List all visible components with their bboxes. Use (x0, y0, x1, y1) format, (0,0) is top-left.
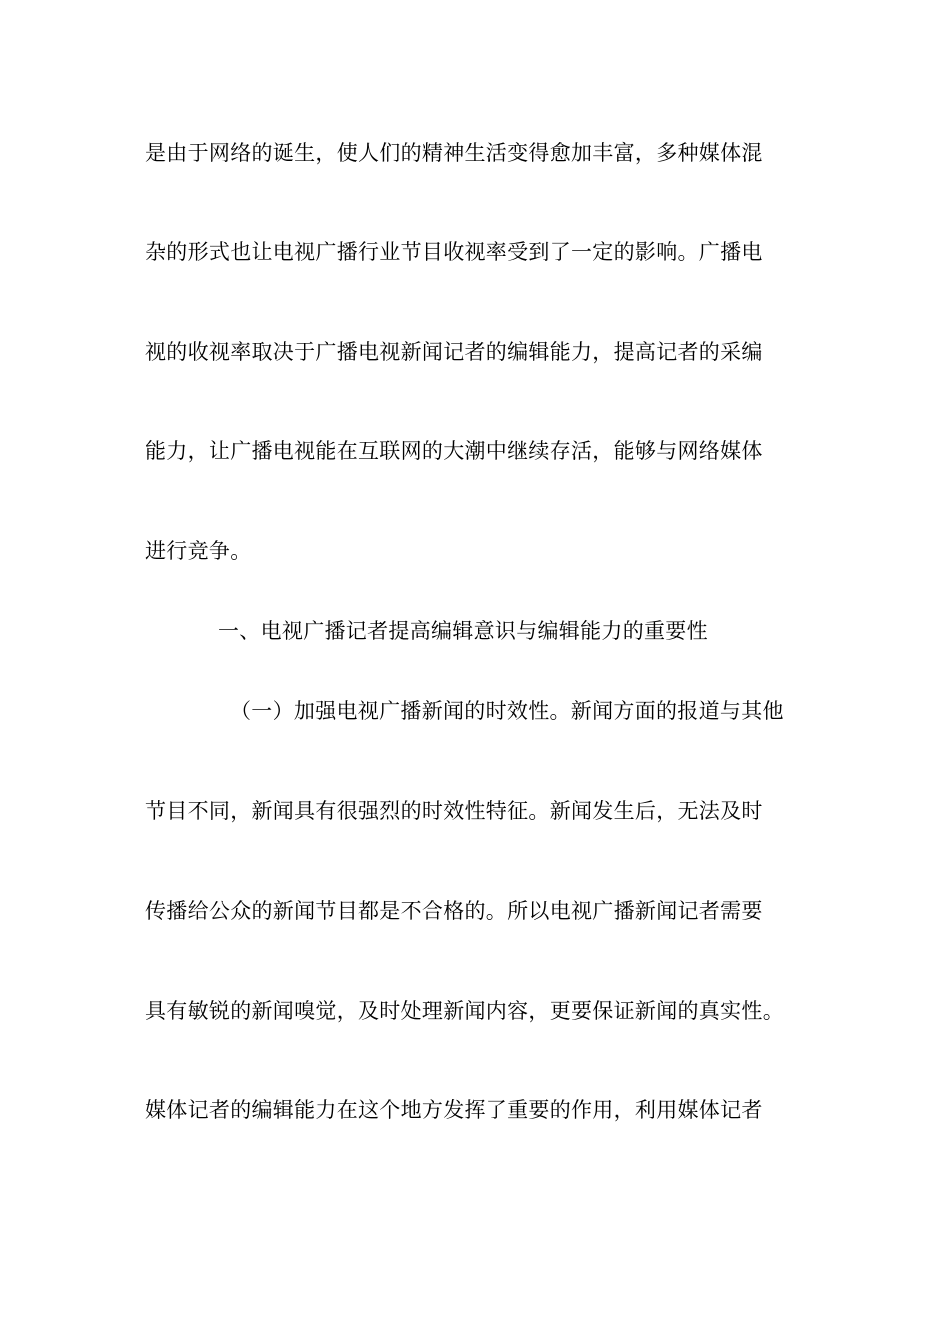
body-text-line: 能力，让广播电视能在互联网的大潮中继续存活，能够与网络媒体 (145, 439, 763, 463)
body-text-line: 是由于网络的诞生，使人们的精神生活变得愈加丰富，多种媒体混 (145, 141, 763, 165)
body-text-line: 视的收视率取决于广播电视新闻记者的编辑能力，提高记者的采编 (145, 340, 763, 364)
body-text-line: （一）加强电视广播新闻的时效性。新闻方面的报道与其他 (230, 699, 784, 723)
body-text-line: 进行竞争。 (145, 539, 252, 563)
body-text-line: 媒体记者的编辑能力在这个地方发挥了重要的作用，利用媒体记者 (145, 1098, 763, 1122)
body-text-line: 具有敏锐的新闻嗅觉，及时处理新闻内容，更要保证新闻的真实性。 (145, 999, 784, 1023)
body-text-line: 杂的形式也让电视广播行业节目收视率受到了一定的影响。广播电 (145, 240, 763, 264)
section-heading: 一、电视广播记者提高编辑意识与编辑能力的重要性 (218, 619, 708, 643)
body-text-line: 传播给公众的新闻节目都是不合格的。所以电视广播新闻记者需要 (145, 899, 763, 923)
body-text-line: 节目不同，新闻具有很强烈的时效性特征。新闻发生后，无法及时 (145, 799, 763, 823)
